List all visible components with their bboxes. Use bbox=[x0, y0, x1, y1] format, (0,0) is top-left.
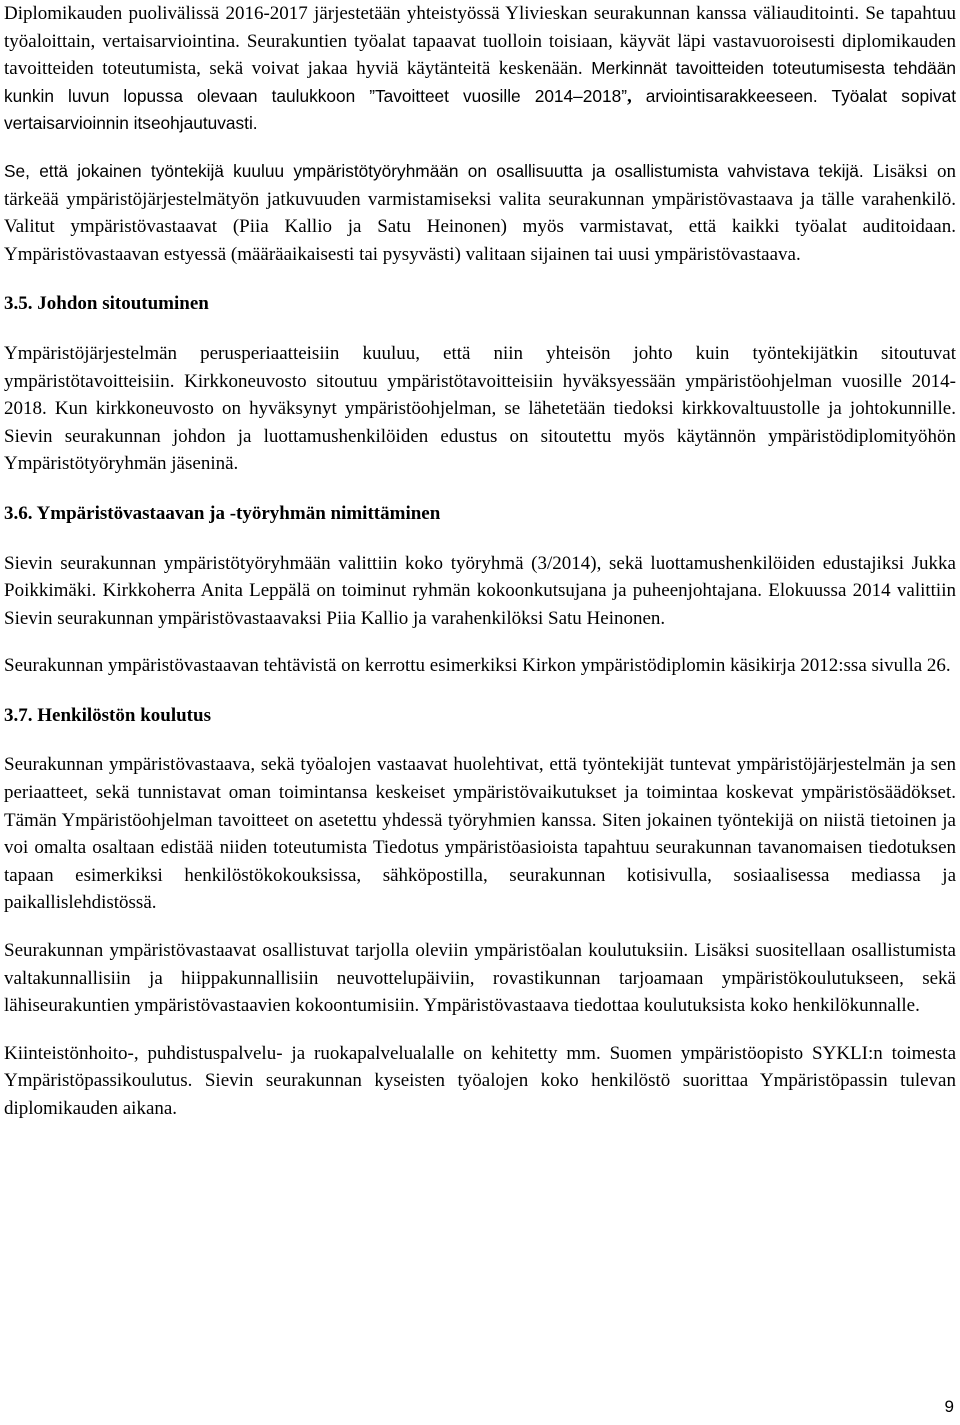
page-number: 9 bbox=[944, 1397, 954, 1416]
section-heading-3-6: 3.6. Ympäristövastaavan ja -työryhmän nimittäminen bbox=[4, 502, 441, 524]
paragraph-environmental-passport: Kiinteistönhoito-, puhdistuspalvelu- ja ruokapalvelualalle on kehitetty mm. Suomen ympäristöopisto SYKLI:n toimesta Ympäristöpassikoulutus. Sievin seurakunnan kyseisten työalojen koko henkilöstö suorittaa Ympäristöpassin tulevan diplomikauden aikana. bbox=[4, 1042, 956, 1119]
working-group-intro: Se, että jokainen työntekijä kuuluu ympäristötyöryhmään on osallisuutta ja osallistumista vahvistava tekijä. bbox=[4, 160, 864, 181]
working-group-text: Lisäksi on tärkeää ympäristöjärjestelmätyön jatkuvuuden varmistamiseksi valita seurakunnan ympäristövastaava ja tälle varahenkilö. Valitut ympäristövastaavat (Piia Kallio ja Satu Heinonen) myös varmistavat, että kaikki työalat auditoidaan. Ympäristövastaavan estyessä (määräaikaisesti tai pysyvästi) valitaan sijainen tai uusi ympäristövastaava. bbox=[4, 160, 956, 265]
section-heading-3-7: 3.7. Henkilöstön koulutus bbox=[4, 704, 211, 726]
evaluation-instructions-end: arviointisarakkeeseen. Työalat sopivat vertaisarvioinnin itseohjautuvasti. bbox=[4, 85, 956, 134]
document-page bbox=[4, 0, 956, 1123]
evaluation-instructions: Merkinnät tavoitteiden toteutumisesta tehdään kunkin luvun lopussa olevaan taulukkoon ”Tavoitteet vuosille 2014–2018” bbox=[4, 58, 956, 106]
paragraph-management-commitment: Ympäristöjärjestelmän perusperiaatteisiin kuuluu, että niin yhteisön johto kuin työntekijätkin sitoutuvat ympäristötavoitteisiin. Kirkkoneuvosto sitoutuu ympäristötavoitteisiin hyväksyessään ympäristöohjelman vuosille 2014-2018. Kun kirkkoneuvosto on hyväksynyt ympäristöohjelman, se lähetetään tiedoksi kirkkovaltuustolle ja johtokunnille. Sievin seurakunnan johdon ja luottamushenkilöiden edustus on sitoutettu myös käytännön ympäristödiplomityöhön Ympäristötyöryhmän jäseninä. bbox=[4, 342, 956, 475]
paragraph-midterm-audit bbox=[4, 0, 956, 138]
paragraph-appointment: Sievin seurakunnan ympäristötyöryhmään valittiin koko työryhmä (3/2014), sekä luottamushenkilöiden edustajiksi Jukka Poikkimäki. Kirkkoherra Anita Leppälä on toiminut ryhmän kokoonkutsujana ja puheenjohtajana. Elokuussa 2014 valittiin Sievin seurakunnan ympäristövastaavaksi Piia Kallio ja varahenkilöksi Satu Heinonen. bbox=[4, 552, 956, 629]
audit-sentences: Diplomikauden puolivälissä 2016-2017 järjestetään yhteistyössä Ylivieskan seurakunnan kanssa väliauditointi. Se tapahtuu työaloittain, vertaisarviointina. Seurakuntien työalat tapaavat tuolloin toisiaan, käyvät läpi vastavuoroisesti diplomikauden tavoitteiden toteutumista, sekä voivat jakaa hyviä käytänteitä keskenään. bbox=[4, 3, 956, 80]
paragraph-officer-training: Seurakunnan ympäristövastaavat osallistuvat tarjolla oleviin ympäristöalan koulutuksiin. Lisäksi suositellaan osallistumista valtakunnallisiin ja hiippakunnallisiin neuvottelupäiviin, rovastikunnan tarjoamaan ympäristökoulutukseen, sekä lähiseurakuntien ympäristövastaavien kokoontumisiin. Ympäristövastaava tiedottaa koulutuksista koko henkilökunnalle. bbox=[4, 940, 956, 1017]
paragraph-staff-training: Seurakunnan ympäristövastaava, sekä työalojen vastaavat huolehtivat, että työntekijät tuntevat ympäristöjärjestelmän ja sen periaatteet, sekä tunnistavat oman toimintansa keskeiset ympäristövaikutukset ja toimintaa koskevat ympäristösäädökset. Tämän Ympäristöohjelman tavoitteet on asetettu yhdessä työryhmien kanssa. Siten jokainen työntekijä on niistä tietoinen ja voi omalta osaltaan edistää niiden toteutumista Tiedotus ympäristöasioista tapahtuu seurakunnan tavanomaisen tiedotuksen tapaan esimerkiksi henkilöstökokouksissa, sähköpostilla, seurakunnan kotisivulla, sosiaalisessa mediassa ja paikallislehdistössä. bbox=[4, 754, 956, 914]
paragraph-duties: Seurakunnan ympäristövastaavan tehtävistä on kerrottu esimerkiksi Kirkon ympäristödiplomin käsikirja 2012:ssa sivulla 26. bbox=[4, 655, 951, 677]
evaluation-comma: , bbox=[626, 85, 632, 107]
section-heading-3-5: 3.5. Johdon sitoutuminen bbox=[4, 293, 209, 315]
paragraph-working-group bbox=[4, 158, 956, 268]
